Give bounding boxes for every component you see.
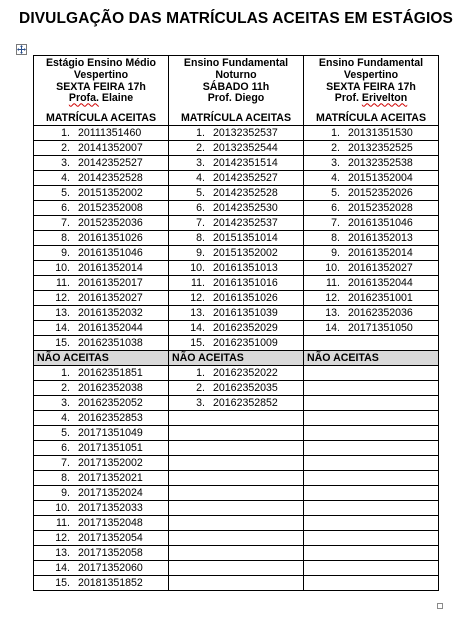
registration-number: 20162352052 bbox=[78, 396, 143, 409]
entry-number: 6. bbox=[61, 441, 70, 454]
not-accepted-row bbox=[34, 500, 439, 515]
registration-number: 20161352014 bbox=[78, 261, 143, 274]
registration-number: 20162352029 bbox=[213, 321, 278, 334]
entry-cell bbox=[34, 230, 169, 245]
entry-cell bbox=[304, 320, 439, 335]
accepted-row bbox=[34, 245, 439, 260]
entry-number: 2. bbox=[196, 141, 205, 154]
registration-number: 20142352537 bbox=[213, 216, 278, 229]
entry-cell bbox=[34, 215, 169, 230]
column-info bbox=[304, 56, 438, 105]
registration-number: 20161352032 bbox=[78, 306, 143, 319]
entry-cell bbox=[169, 545, 304, 560]
accepted-row bbox=[34, 170, 439, 185]
not-accepted-row bbox=[34, 425, 439, 440]
entry-cell bbox=[169, 455, 304, 470]
entry-cell bbox=[304, 485, 439, 500]
entry-cell bbox=[34, 470, 169, 485]
not-accepted-row bbox=[34, 560, 439, 575]
registration-number: 20142352530 bbox=[213, 201, 278, 214]
entry-number: 14. bbox=[325, 321, 340, 334]
entry-number: 15. bbox=[55, 576, 70, 589]
registration-number: 20162352853 bbox=[78, 411, 143, 424]
accepted-row bbox=[34, 335, 439, 350]
entry-number: 4. bbox=[61, 171, 70, 184]
registration-number: 20152352026 bbox=[348, 186, 413, 199]
course-line: Vespertino bbox=[73, 68, 129, 81]
entry-cell bbox=[304, 290, 439, 305]
entry-cell bbox=[169, 305, 304, 320]
entry-cell bbox=[169, 290, 304, 305]
registration-number: 20151352002 bbox=[78, 186, 143, 199]
entry-cell bbox=[304, 170, 439, 185]
accepted-row bbox=[34, 230, 439, 245]
accepted-header: MATRÍCULA ACEITAS bbox=[180, 112, 292, 125]
course-line: Estágio Ensino Médio bbox=[45, 57, 157, 69]
accepted-row bbox=[34, 200, 439, 215]
entry-number: 11. bbox=[191, 276, 205, 289]
entry-cell bbox=[169, 560, 304, 575]
registration-number: 20162352035 bbox=[213, 381, 278, 394]
registration-number: 20142352528 bbox=[213, 186, 278, 199]
entry-cell bbox=[169, 215, 304, 230]
accepted-row bbox=[34, 155, 439, 170]
entry-cell bbox=[169, 425, 304, 440]
entry-number: 8. bbox=[331, 231, 340, 244]
registration-number: 20171352021 bbox=[78, 471, 143, 484]
entry-cell bbox=[304, 305, 439, 320]
entry-number: 13. bbox=[190, 306, 205, 319]
registration-number: 20132352538 bbox=[348, 156, 413, 169]
accepted-row bbox=[34, 275, 439, 290]
entry-cell bbox=[304, 125, 439, 140]
entry-cell bbox=[169, 335, 304, 350]
entry-cell bbox=[34, 410, 169, 425]
entry-number: 2. bbox=[196, 381, 205, 394]
registration-number: 20161352044 bbox=[348, 276, 413, 289]
registration-number: 20161352044 bbox=[78, 321, 143, 334]
entry-cell bbox=[169, 185, 304, 200]
not-accepted-row bbox=[34, 515, 439, 530]
entry-cell bbox=[169, 440, 304, 455]
entry-cell bbox=[169, 470, 304, 485]
registration-number: 20171352054 bbox=[78, 531, 143, 544]
registration-number: 20171351049 bbox=[78, 426, 143, 439]
registration-number: 20152352008 bbox=[78, 201, 143, 214]
entry-cell bbox=[34, 500, 169, 515]
registration-number: 20161351026 bbox=[213, 291, 278, 304]
entry-number: 3. bbox=[61, 156, 70, 169]
entry-cell bbox=[304, 215, 439, 230]
course-line: Ensino Fundamental bbox=[318, 57, 424, 69]
course-line: Ensino Fundamental bbox=[183, 57, 289, 69]
entry-number: 8. bbox=[61, 471, 70, 484]
entry-number: 6. bbox=[331, 201, 340, 214]
not-accepted-row bbox=[34, 545, 439, 560]
entry-cell bbox=[34, 170, 169, 185]
registration-number: 20142352527 bbox=[213, 171, 278, 184]
not-accepted-row bbox=[34, 530, 439, 545]
entry-cell bbox=[169, 575, 304, 590]
entry-cell bbox=[34, 140, 169, 155]
entry-number: 3. bbox=[61, 396, 70, 409]
entry-cell bbox=[169, 140, 304, 155]
teacher-name: Erivelton bbox=[361, 92, 408, 105]
course-line: Noturno bbox=[215, 68, 257, 81]
registration-number: 20142352527 bbox=[78, 156, 143, 169]
entry-cell bbox=[304, 455, 439, 470]
registration-number: 20162351001 bbox=[348, 291, 413, 304]
accepted-row bbox=[34, 305, 439, 320]
registration-number: 20171351050 bbox=[348, 321, 413, 334]
entry-number: 5. bbox=[61, 186, 70, 199]
entry-cell bbox=[304, 530, 439, 545]
entry-cell bbox=[169, 380, 304, 395]
entry-cell bbox=[34, 335, 169, 350]
entry-number: 6. bbox=[196, 201, 205, 214]
header-row bbox=[34, 56, 439, 126]
schedule-text: SÁBADO 11h bbox=[202, 80, 270, 93]
column-header bbox=[304, 56, 439, 126]
registration-number: 20171352024 bbox=[78, 486, 143, 499]
entry-cell bbox=[34, 245, 169, 260]
accepted-row bbox=[34, 320, 439, 335]
entry-number: 10. bbox=[325, 261, 340, 274]
entry-cell bbox=[304, 260, 439, 275]
entry-number: 13. bbox=[55, 546, 70, 559]
entry-cell bbox=[304, 155, 439, 170]
registration-number: 20162352852 bbox=[213, 396, 278, 409]
entry-cell bbox=[34, 440, 169, 455]
registration-number: 20151352002 bbox=[213, 246, 278, 259]
entry-cell bbox=[169, 485, 304, 500]
registration-number: 20141352007 bbox=[78, 141, 143, 154]
not-accepted-row bbox=[34, 395, 439, 410]
registration-number: 20162352038 bbox=[78, 381, 143, 394]
registration-number: 20162351851 bbox=[78, 366, 143, 379]
entry-cell bbox=[34, 455, 169, 470]
registration-number: 20161351046 bbox=[348, 216, 413, 229]
registration-number: 20171351051 bbox=[78, 441, 143, 454]
entry-number: 1. bbox=[61, 126, 70, 139]
entry-cell bbox=[304, 470, 439, 485]
entry-cell bbox=[34, 530, 169, 545]
registration-number: 20131351530 bbox=[348, 126, 413, 139]
teacher-line bbox=[169, 93, 303, 105]
entry-number: 1. bbox=[196, 366, 205, 379]
registration-number: 20152352028 bbox=[348, 201, 413, 214]
entry-number: 7. bbox=[61, 456, 70, 469]
registration-number: 20161352017 bbox=[78, 276, 143, 289]
entry-cell bbox=[34, 125, 169, 140]
entry-cell bbox=[169, 245, 304, 260]
entry-number: 15. bbox=[190, 336, 205, 349]
registration-number: 20161351016 bbox=[213, 276, 278, 289]
schedule-text: SEXTA FEIRA 17h bbox=[326, 80, 416, 93]
entry-number: 3. bbox=[196, 156, 205, 169]
entry-number: 2. bbox=[331, 141, 340, 154]
entry-cell bbox=[169, 275, 304, 290]
registration-number: 20162351038 bbox=[78, 336, 143, 349]
entry-cell bbox=[34, 425, 169, 440]
entry-number: 10. bbox=[55, 261, 70, 274]
entry-cell bbox=[304, 335, 439, 350]
teacher-name: Diego bbox=[234, 92, 265, 105]
entry-cell bbox=[304, 140, 439, 155]
entry-number: 3. bbox=[331, 156, 340, 169]
entry-number: 12. bbox=[190, 291, 205, 304]
entry-cell bbox=[34, 515, 169, 530]
entry-cell bbox=[34, 485, 169, 500]
entry-cell bbox=[304, 200, 439, 215]
entry-number: 8. bbox=[196, 231, 205, 244]
registration-number: 20161351026 bbox=[78, 231, 143, 244]
accepted-row bbox=[34, 125, 439, 140]
course-line: Vespertino bbox=[343, 68, 399, 81]
entry-number: 12. bbox=[55, 531, 70, 544]
not-accepted-header-row bbox=[34, 350, 439, 365]
page-title: DIVULGAÇÃO DAS MATRÍCULAS ACEITAS EM ESTÁGIOS bbox=[19, 10, 453, 27]
entry-cell bbox=[304, 515, 439, 530]
entry-number: 14. bbox=[190, 321, 205, 334]
teacher-prefix: Prof. bbox=[207, 92, 232, 105]
entry-cell bbox=[304, 575, 439, 590]
registration-number: 20132352525 bbox=[348, 141, 413, 154]
registration-number: 20171352048 bbox=[78, 516, 143, 529]
entry-cell bbox=[34, 260, 169, 275]
entry-cell bbox=[169, 260, 304, 275]
not-accepted-row bbox=[34, 365, 439, 380]
entry-number: 13. bbox=[325, 306, 340, 319]
entry-number: 11. bbox=[56, 276, 70, 289]
registration-number: 20111351460 bbox=[78, 126, 142, 139]
entry-cell bbox=[34, 575, 169, 590]
registration-number: 20132352537 bbox=[213, 126, 278, 139]
not-accepted-row bbox=[34, 440, 439, 455]
not-accepted-header: NÃO ACEITAS bbox=[304, 350, 439, 365]
entry-number: 11. bbox=[326, 276, 340, 289]
entry-number: 5. bbox=[61, 426, 70, 439]
entry-number: 3. bbox=[196, 396, 205, 409]
not-accepted-row bbox=[34, 575, 439, 590]
entry-number: 9. bbox=[61, 246, 70, 259]
entry-number: 4. bbox=[196, 171, 205, 184]
entry-cell bbox=[34, 185, 169, 200]
entry-cell bbox=[304, 545, 439, 560]
accepted-row bbox=[34, 290, 439, 305]
entry-cell bbox=[34, 275, 169, 290]
entry-number: 1. bbox=[196, 126, 205, 139]
accepted-row bbox=[34, 260, 439, 275]
not-accepted-row bbox=[34, 410, 439, 425]
entry-cell bbox=[304, 395, 439, 410]
registration-number: 20162352022 bbox=[213, 366, 278, 379]
entry-cell bbox=[304, 245, 439, 260]
entry-cell bbox=[169, 530, 304, 545]
registration-number: 20161351039 bbox=[213, 306, 278, 319]
registration-number: 20161351013 bbox=[213, 261, 278, 274]
entry-cell bbox=[304, 410, 439, 425]
entry-cell bbox=[304, 500, 439, 515]
entry-number: 6. bbox=[61, 201, 70, 214]
table-move-handle-icon[interactable] bbox=[16, 44, 27, 55]
entry-cell bbox=[169, 410, 304, 425]
entry-number: 2. bbox=[61, 141, 70, 154]
registration-number: 20161352027 bbox=[348, 261, 413, 274]
entry-number: 13. bbox=[55, 306, 70, 319]
column-header bbox=[169, 56, 304, 126]
entry-cell bbox=[34, 380, 169, 395]
entry-cell bbox=[304, 380, 439, 395]
entry-cell bbox=[169, 365, 304, 380]
enrollment-table bbox=[33, 55, 439, 591]
entry-cell bbox=[34, 560, 169, 575]
entry-cell bbox=[169, 125, 304, 140]
entry-number: 4. bbox=[331, 171, 340, 184]
entry-number: 4. bbox=[61, 411, 70, 424]
entry-cell bbox=[304, 560, 439, 575]
entry-cell bbox=[34, 395, 169, 410]
entry-number: 2. bbox=[61, 381, 70, 394]
entry-number: 7. bbox=[61, 216, 70, 229]
entry-number: 8. bbox=[61, 231, 70, 244]
entry-number: 10. bbox=[190, 261, 205, 274]
entry-cell bbox=[169, 230, 304, 245]
entry-cell bbox=[34, 200, 169, 215]
registration-number: 20181351852 bbox=[78, 576, 143, 589]
entry-cell bbox=[34, 290, 169, 305]
entry-cell bbox=[169, 200, 304, 215]
registration-number: 20151351014 bbox=[213, 231, 278, 244]
registration-number: 20152352036 bbox=[78, 216, 143, 229]
entry-number: 11. bbox=[56, 516, 70, 529]
teacher-prefix: Profa. bbox=[68, 92, 99, 105]
entry-number: 7. bbox=[331, 216, 340, 229]
accepted-row bbox=[34, 140, 439, 155]
registration-number: 20142351514 bbox=[213, 156, 278, 169]
not-accepted-header: NÃO ACEITAS bbox=[169, 350, 304, 365]
registration-number: 20162351009 bbox=[213, 336, 278, 349]
teacher-line bbox=[34, 93, 168, 105]
entry-number: 9. bbox=[61, 486, 70, 499]
accepted-header: MATRÍCULA ACEITAS bbox=[45, 112, 157, 125]
registration-number: 20161352013 bbox=[348, 231, 413, 244]
schedule-text: SEXTA FEIRA 17h bbox=[56, 80, 146, 93]
column-header bbox=[34, 56, 169, 126]
registration-number: 20171352033 bbox=[78, 501, 143, 514]
entry-number: 14. bbox=[55, 561, 70, 574]
not-accepted-row bbox=[34, 380, 439, 395]
entry-number: 1. bbox=[331, 126, 340, 139]
entry-number: 5. bbox=[196, 186, 205, 199]
registration-number: 20171352002 bbox=[78, 456, 143, 469]
entry-cell bbox=[304, 365, 439, 380]
teacher-name: Elaine bbox=[101, 92, 134, 105]
entry-number: 12. bbox=[55, 291, 70, 304]
entry-cell bbox=[34, 320, 169, 335]
not-accepted-row bbox=[34, 470, 439, 485]
entry-cell bbox=[169, 395, 304, 410]
registration-number: 20142352528 bbox=[78, 171, 143, 184]
not-accepted-row bbox=[34, 455, 439, 470]
entry-number: 9. bbox=[196, 246, 205, 259]
entry-number: 1. bbox=[61, 366, 70, 379]
registration-number: 20171352058 bbox=[78, 546, 143, 559]
teacher-line bbox=[304, 93, 438, 105]
entry-number: 10. bbox=[55, 501, 70, 514]
registration-number: 20132352544 bbox=[213, 141, 278, 154]
entry-cell bbox=[304, 185, 439, 200]
entry-number: 14. bbox=[55, 321, 70, 334]
entry-number: 9. bbox=[331, 246, 340, 259]
entry-cell bbox=[34, 365, 169, 380]
entry-cell bbox=[304, 275, 439, 290]
entry-cell bbox=[169, 320, 304, 335]
entry-cell bbox=[34, 545, 169, 560]
entry-number: 5. bbox=[331, 186, 340, 199]
teacher-prefix: Prof. bbox=[334, 92, 359, 105]
not-accepted-row bbox=[34, 485, 439, 500]
entry-cell bbox=[304, 230, 439, 245]
accepted-row bbox=[34, 185, 439, 200]
entry-number: 7. bbox=[196, 216, 205, 229]
entry-number: 15. bbox=[55, 336, 70, 349]
registration-number: 20161352014 bbox=[348, 246, 413, 259]
registration-number: 20161351046 bbox=[78, 246, 143, 259]
table-resize-handle[interactable] bbox=[437, 603, 443, 609]
entry-cell bbox=[169, 500, 304, 515]
entry-cell bbox=[169, 155, 304, 170]
entry-cell bbox=[169, 170, 304, 185]
registration-number: 20151352004 bbox=[348, 171, 413, 184]
column-info bbox=[34, 56, 168, 105]
accepted-row bbox=[34, 215, 439, 230]
entry-cell bbox=[34, 305, 169, 320]
entry-cell bbox=[34, 155, 169, 170]
registration-number: 20161352027 bbox=[78, 291, 143, 304]
not-accepted-header: NÃO ACEITAS bbox=[34, 350, 169, 365]
entry-number: 12. bbox=[325, 291, 340, 304]
entry-cell bbox=[304, 425, 439, 440]
entry-cell bbox=[169, 515, 304, 530]
accepted-header: MATRÍCULA ACEITAS bbox=[315, 112, 427, 125]
column-info bbox=[169, 56, 303, 105]
entry-cell bbox=[304, 440, 439, 455]
registration-number: 20162352036 bbox=[348, 306, 413, 319]
registration-number: 20171352060 bbox=[78, 561, 143, 574]
